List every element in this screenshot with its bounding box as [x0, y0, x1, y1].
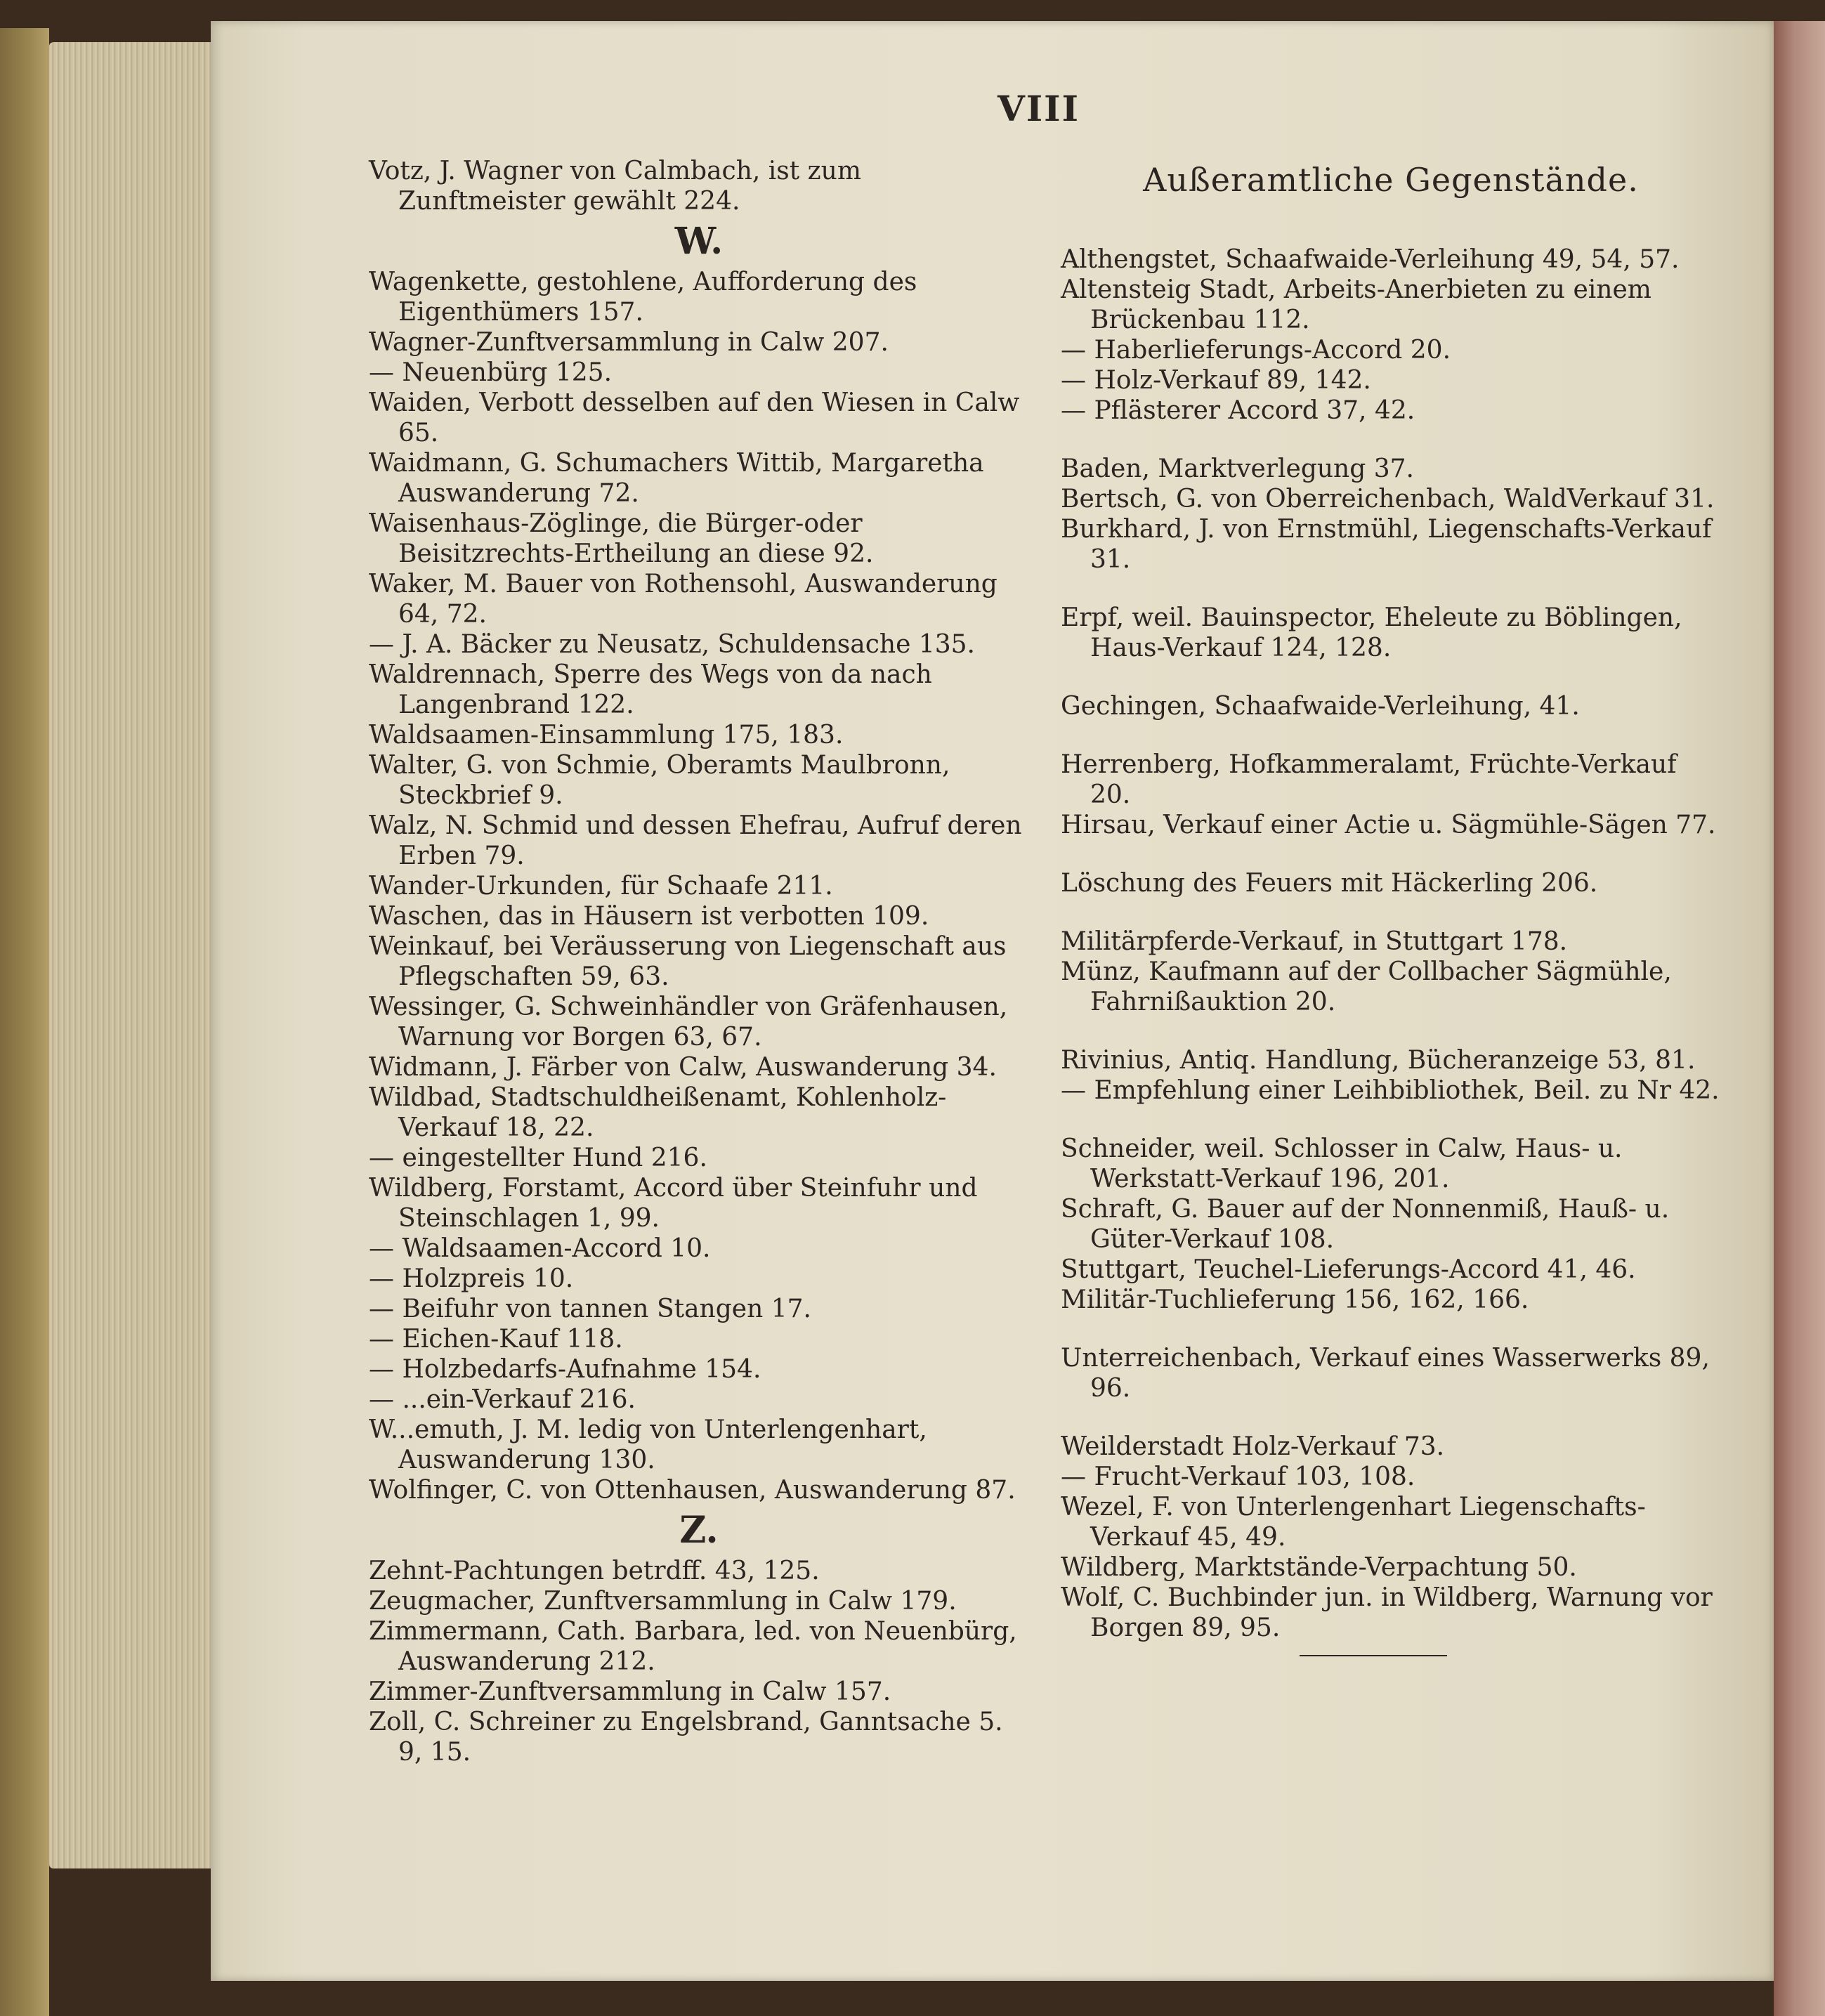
index-entry: Erpf, weil. Bauinspector, Eheleute zu Böblingen, Haus-Verkauf 124, 128.: [1061, 603, 1682, 662]
index-column-right: [1061, 156, 1721, 1671]
index-group: [1061, 1134, 1721, 1315]
index-entry: Wolf, C. Buchbinder jun. in Wildberg, Warnung vor Borgen 89, 95.: [1061, 1583, 1713, 1642]
section-letter: W.: [674, 220, 724, 263]
index-entry: Walter, G. von Schmie, Oberamts Maulbronn, Steckbrief 9.: [369, 751, 950, 810]
index-entry: W...emuth, J. M. ledig von Unterlengenhart, Auswanderung 130.: [369, 1415, 927, 1474]
index-entry: — J. A. Bäcker zu Neusatz, Schuldensache 135.: [369, 630, 975, 659]
section-heading: Außeramtliche Gegenstände.: [1143, 161, 1639, 199]
index-column-left: [369, 156, 1029, 1767]
index-entry: Zimmer-Zunftversammlung in Calw 157.: [369, 1677, 891, 1706]
index-entry: Weilderstadt Holz-Verkauf 73.: [1061, 1432, 1445, 1461]
index-entry: Baden, Marktverlegung 37.: [1061, 454, 1414, 483]
index-entry: — Eichen-Kauf 118.: [369, 1325, 623, 1354]
index-entry: — Neuenbürg 125.: [369, 358, 613, 387]
index-entry: Waisenhaus-Zöglinge, die Bürger-oder Beisitzrechts-Ertheilung an diese 92.: [369, 509, 874, 568]
index-entry: Widmann, J. Färber von Calw, Auswanderung 34.: [369, 1053, 997, 1082]
section-letter: Z.: [679, 1509, 719, 1552]
end-rule: [1300, 1655, 1447, 1656]
index-entry: — Holzpreis 10.: [369, 1264, 574, 1293]
index-entry: Wolfinger, C. von Ottenhausen, Auswanderung 87.: [369, 1476, 1016, 1505]
index-entry: Militär-Tuchlieferung 156, 162, 166.: [1061, 1285, 1529, 1314]
index-entry: Schraft, G. Bauer auf der Nonnenmiß, Hauß- u. Güter-Verkauf 108.: [1061, 1195, 1670, 1254]
book-edge-right: [1774, 21, 1825, 2016]
index-entry: Wessinger, G. Schweinhändler von Gräfenhausen, Warnung vor Borgen 63, 67.: [369, 993, 1008, 1052]
index-entry: Herrenberg, Hofkammeralamt, Früchte-Verkauf 20.: [1061, 750, 1677, 809]
index-entry: — Holzbedarfs-Aufnahme 154.: [369, 1355, 761, 1384]
index-entry: Walz, N. Schmid und dessen Ehefrau, Aufruf deren Erben 79.: [369, 811, 1022, 870]
index-entry: Unterreichenbach, Verkauf eines Wasserwerks 89, 96.: [1061, 1344, 1710, 1403]
index-entry: Wander-Urkunden, für Schaafe 211.: [369, 872, 833, 901]
index-entry: — Frucht-Verkauf 103, 108.: [1061, 1462, 1415, 1491]
index-group: [1061, 603, 1721, 663]
index-entry: Waidmann, G. Schumachers Wittib, Margaretha Auswanderung 72.: [369, 449, 984, 508]
index-entry: Wildberg, Forstamt, Accord über Steinfuhr und Steinschlagen 1, 99.: [369, 1174, 978, 1233]
index-entry: Weinkauf, bei Veräusserung von Liegenschaft aus Pflegschaften 59, 63.: [369, 932, 1007, 991]
book-edge-left: [0, 28, 49, 2016]
page-number: VIII: [997, 88, 1080, 129]
index-group: [1061, 244, 1721, 426]
index-entry: Wagner-Zunftversammlung in Calw 207.: [369, 328, 889, 357]
index-entry: Wildbad, Stadtschuldheißenamt, Kohlenholz-Verkauf 18, 22.: [369, 1083, 947, 1142]
index-entry: Zoll, C. Schreiner zu Engelsbrand, Ganntsache 5. 9, 15.: [369, 1708, 1003, 1767]
index-entry: — ...ein-Verkauf 216.: [369, 1385, 636, 1414]
index-entry: Münz, Kaufmann auf der Collbacher Sägmühle, Fahrnißauktion 20.: [1061, 957, 1672, 1016]
index-group: [1061, 1343, 1721, 1403]
index-entry: Bertsch, G. von Oberreichenbach, WaldVerkauf 31.: [1061, 485, 1715, 513]
index-entry: — Empfehlung einer Leihbibliothek, Beil. zu Nr 42.: [1061, 1076, 1720, 1105]
index-groups: [1061, 244, 1721, 1643]
index-entry: — Waldsaamen-Accord 10.: [369, 1234, 711, 1263]
page-stack: [49, 42, 218, 1868]
index-entry: Wezel, F. von Unterlengenhart Liegenschafts-Verkauf 45, 49.: [1061, 1493, 1646, 1552]
index-entry: — Haberlieferungs-Accord 20.: [1061, 336, 1451, 365]
index-group: [1061, 1045, 1721, 1106]
index-entry: Militärpferde-Verkauf, in Stuttgart 178.: [1061, 927, 1568, 956]
index-entry: Stuttgart, Teuchel-Lieferungs-Accord 41, 46.: [1061, 1255, 1636, 1284]
index-entry: Waker, M. Bauer von Rothensohl, Auswanderung 64, 72.: [369, 570, 997, 629]
index-group: [1061, 691, 1721, 721]
index-entry: — eingestellter Hund 216.: [369, 1144, 707, 1172]
index-entry: Löschung des Feuers mit Häckerling 206.: [1061, 869, 1598, 898]
index-entry: Wildberg, Marktstände-Verpachtung 50.: [1061, 1553, 1577, 1582]
index-entry: — Holz-Verkauf 89, 142.: [1061, 366, 1371, 395]
index-entry: Hirsau, Verkauf einer Actie u. Sägmühle-Sägen 77.: [1061, 811, 1716, 839]
index-entry: Schneider, weil. Schlosser in Calw, Haus- u. Werkstatt-Verkauf 196, 201.: [1061, 1134, 1623, 1193]
index-entry: Waiden, Verbott desselben auf den Wiesen in Calw 65.: [369, 388, 1020, 447]
index-entry: Waschen, das in Häusern ist verbotten 109.: [369, 902, 929, 931]
index-group: [1061, 454, 1721, 575]
index-group: [1061, 927, 1721, 1017]
index-entry: Zehnt-Pachtungen betrdff. 43, 125.: [369, 1557, 820, 1585]
index-entry: Zeugmacher, Zunftversammlung in Calw 179.: [369, 1587, 957, 1616]
index-entry: Burkhard, J. von Ernstmühl, Liegenschafts-Verkauf 31.: [1061, 515, 1712, 574]
index-entry: Waldsaamen-Einsammlung 175, 183.: [369, 721, 844, 750]
index-entry: Altensteig Stadt, Arbeits-Anerbieten zu einem Brückenbau 112.: [1061, 275, 1651, 334]
index-group: [1061, 750, 1721, 840]
index-group: [1061, 868, 1721, 898]
index-entry: Waldrennach, Sperre des Wegs von da nach Langenbrand 122.: [369, 660, 932, 719]
index-entry: Zimmermann, Cath. Barbara, led. von Neuenbürg, Auswanderung 212.: [369, 1617, 1017, 1676]
index-entry: Wagenkette, gestohlene, Aufforderung des Eigenthümers 157.: [369, 268, 917, 327]
index-entry: — Pflästerer Accord 37, 42.: [1061, 396, 1415, 425]
index-group: [1061, 1432, 1721, 1643]
index-entry: Rivinius, Antiq. Handlung, Bücheranzeige 53, 81.: [1061, 1046, 1696, 1075]
index-entry: Althengstet, Schaafwaide-Verleihung 49, 54, 57.: [1061, 245, 1680, 274]
index-entry: Gechingen, Schaafwaide-Verleihung, 41.: [1061, 692, 1580, 721]
index-entry: Votz, J. Wagner von Calmbach, ist zum Zunftmeister gewählt 224.: [369, 157, 861, 216]
index-entry: — Beifuhr von tannen Stangen 17.: [369, 1295, 811, 1323]
